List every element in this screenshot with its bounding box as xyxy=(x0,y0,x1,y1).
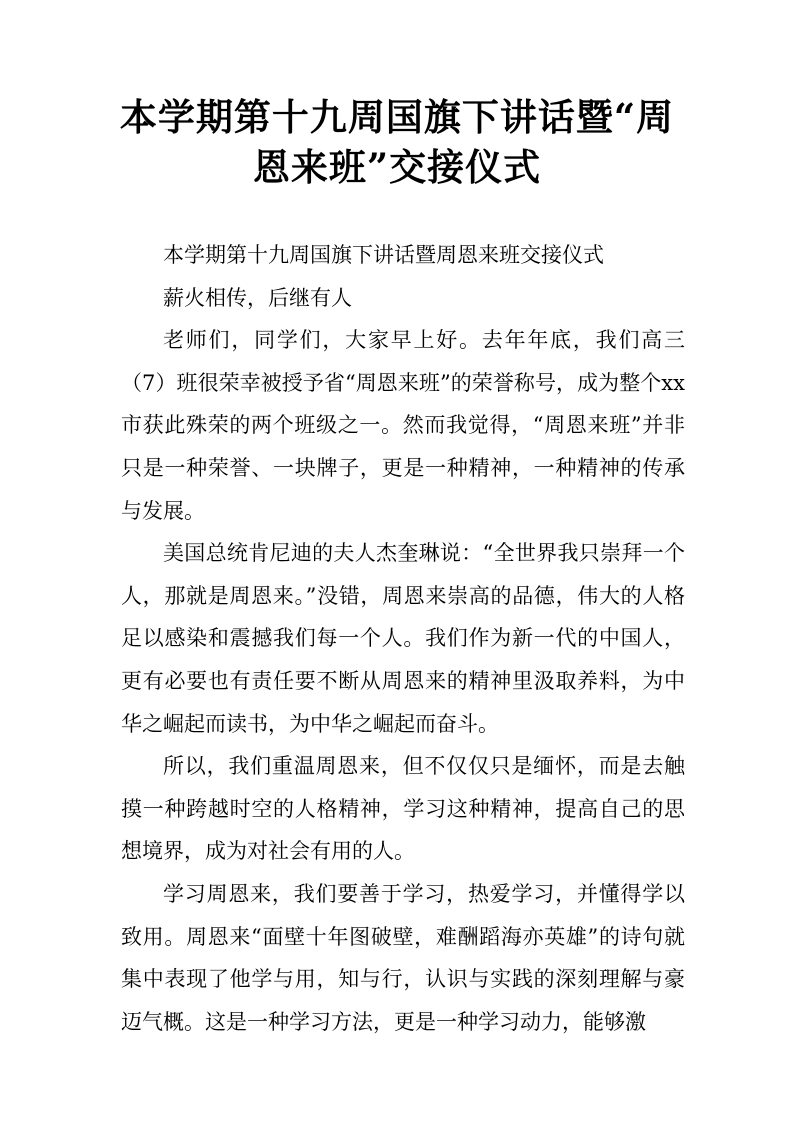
document-body xyxy=(121,234,685,1043)
paragraph-remembrance: 所以，我们重温周恩来，但不仅仅只是缅怀，而是去触摸一种跨越时空的人格精神，学习这种精神，提高自己的思想境界，成为对社会有用的人。 xyxy=(121,754,685,864)
paragraph-learning: 学习周恩来，我们要善于学习，热爱学习，并懂得学以致用。周恩来“面壁十年图破壁，难酬蹈海亦英雄”的诗句就集中表现了他学与用，知与行，认识与实践的深刻理解与豪迈气概。这是一种学习方法，更是一种学习动力，能够激 xyxy=(121,881,685,1034)
paragraph-subtitle: 薪火相传，后继有人 xyxy=(163,285,352,310)
paragraph-heading-repeat: 本学期第十九周国旗下讲话暨周恩来班交接仪式 xyxy=(163,243,604,267)
paragraph-greeting: 老师们，同学们，大家早上好。去年年底，我们高三（7）班很荣幸被授予省“周恩来班”的荣誉称号，成为整个xx市获此殊荣的两个班级之一。然而我觉得，“周恩来班”并非只是一种荣誉、一块牌子，更是一种精神，一种精神的传承与发展。 xyxy=(121,328,685,523)
paragraph-jacqueline-quote: 美国总统肯尼迪的夫人杰奎琳说：“全世界我只崇拜一个人，那就是周恩来。”没错，周恩来崇高的品德，伟大的人格足以感染和震撼我们每一个人。我们作为新一代的中国人，更有必要也有责任要不断从周恩来的精神里汲取养料，为中华之崛起而读书，为中华之崛起而奋斗。 xyxy=(121,541,685,736)
document-title: 本学期第十九周国旗下讲话暨“周恩来班”交接仪式 xyxy=(119,95,675,189)
